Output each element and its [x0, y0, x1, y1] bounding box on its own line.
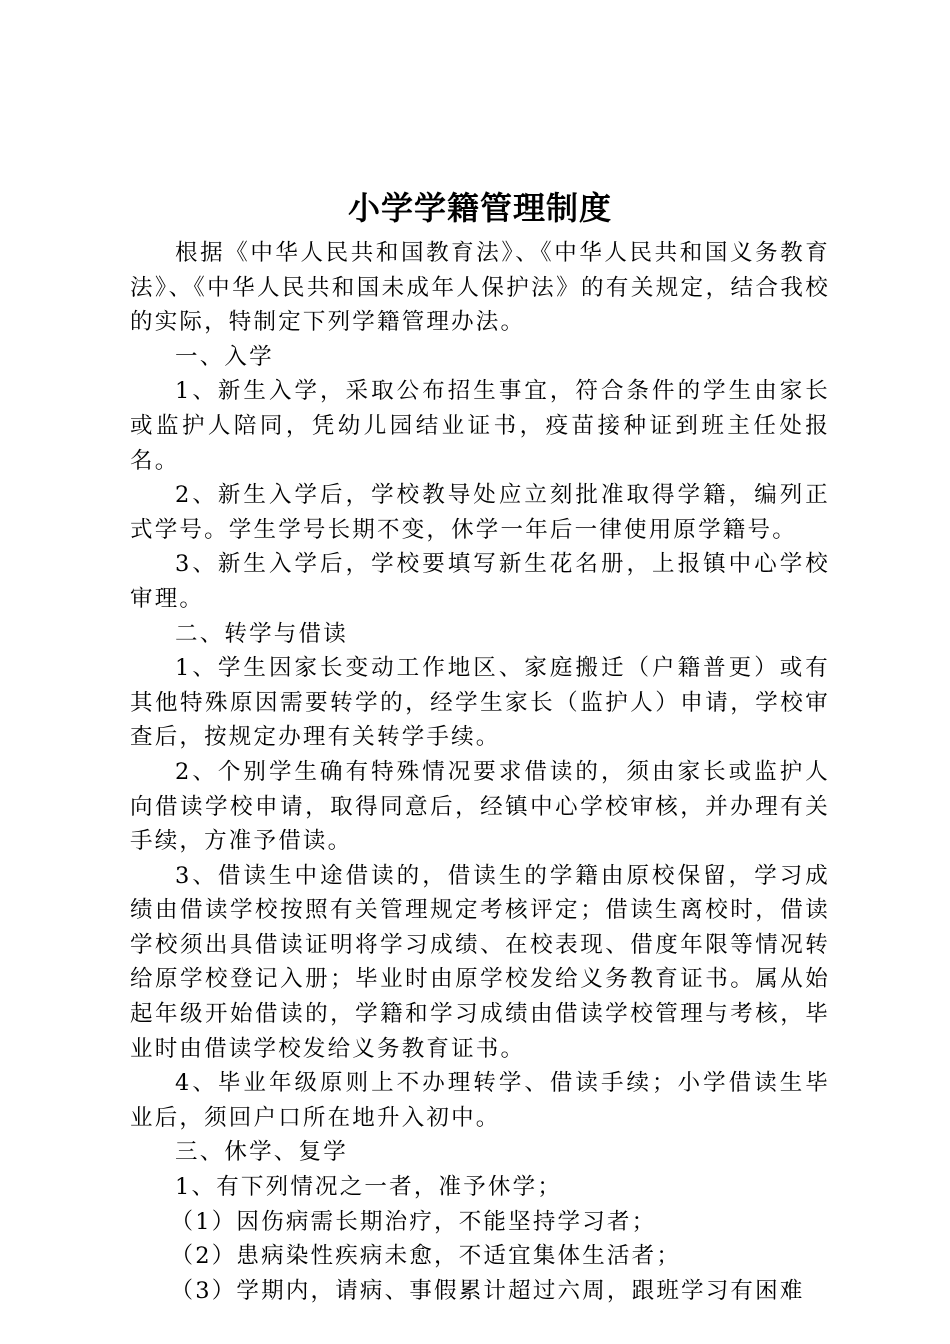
suspension-subitem: （3）学期内，请病、事假累计超过六周，跟班学习有困难	[170, 1277, 805, 1304]
section-heading-enrollment: 一、入学	[175, 343, 274, 370]
section-heading-suspension: 三、休学、复学	[175, 1139, 348, 1166]
transfer-item: 2、个别学生确有特殊情况要求借读的，须由家长或监护人向借读学校申请，取得同意后，经镇中心学校审核，并办理有关手续，方准予借读。	[130, 758, 830, 855]
suspension-item: 1、有下列情况之一者，准予休学；	[175, 1174, 563, 1201]
enrollment-item: 1、新生入学，采取公布招生事宜，符合条件的学生由家长或监护人陪同，凭幼儿园结业证书，疫苗接种证到班主任处报名。	[130, 378, 830, 474]
transfer-item: 1、学生因家长变动工作地区、家庭搬迁（户籍普更）或有其他特殊原因需要转学的，经学生家长（监护人）申请，学校审查后，按规定办理有关转学手续。	[130, 655, 830, 751]
document-body	[130, 236, 830, 1308]
document-page	[130, 180, 830, 1308]
transfer-item: 3、借读生中途借读的，借读生的学籍由原校保留，学习成绩由借读学校按照有关管理规定考核评定；借读生离校时，借读学校须出具借读证明将学习成绩、在校表现、借度年限等情况转给原学校登记入册；毕业时由原学校发给义务教育证书。属从始起年级开始借读的，学籍和学习成绩由借读学校管理与考核，毕业时由借读学校发给义务教育证书。	[130, 862, 830, 1062]
transfer-item: 4、毕业年级原则上不办理转学、借读手续；小学借读生毕业后，须回户口所在地升入初中。	[130, 1070, 830, 1131]
enrollment-item: 2、新生入学后，学校教导处应立刻批准取得学籍，编列正式学号。学生学号长期不变，休学一年后一律使用原学籍号。	[130, 482, 830, 543]
section-heading-transfer: 二、转学与借读	[175, 620, 348, 647]
suspension-subitem: （1）因伤病需长期治疗，不能坚持学习者；	[170, 1208, 657, 1235]
suspension-subitem: （2）患病染性疾病未愈，不适宜集体生活者；	[170, 1243, 682, 1270]
intro-paragraph: 根据《中华人民共和国教育法》、《中华人民共和国义务教育法》、《中华人民共和国未成年人保护法》的有关规定，结合我校的实际，特制定下列学籍管理办法。	[130, 240, 830, 336]
document-title: 小学学籍管理制度	[347, 189, 612, 227]
enrollment-item: 3、新生入学后，学校要填写新生花名册，上报镇中心学校审理。	[130, 551, 830, 612]
